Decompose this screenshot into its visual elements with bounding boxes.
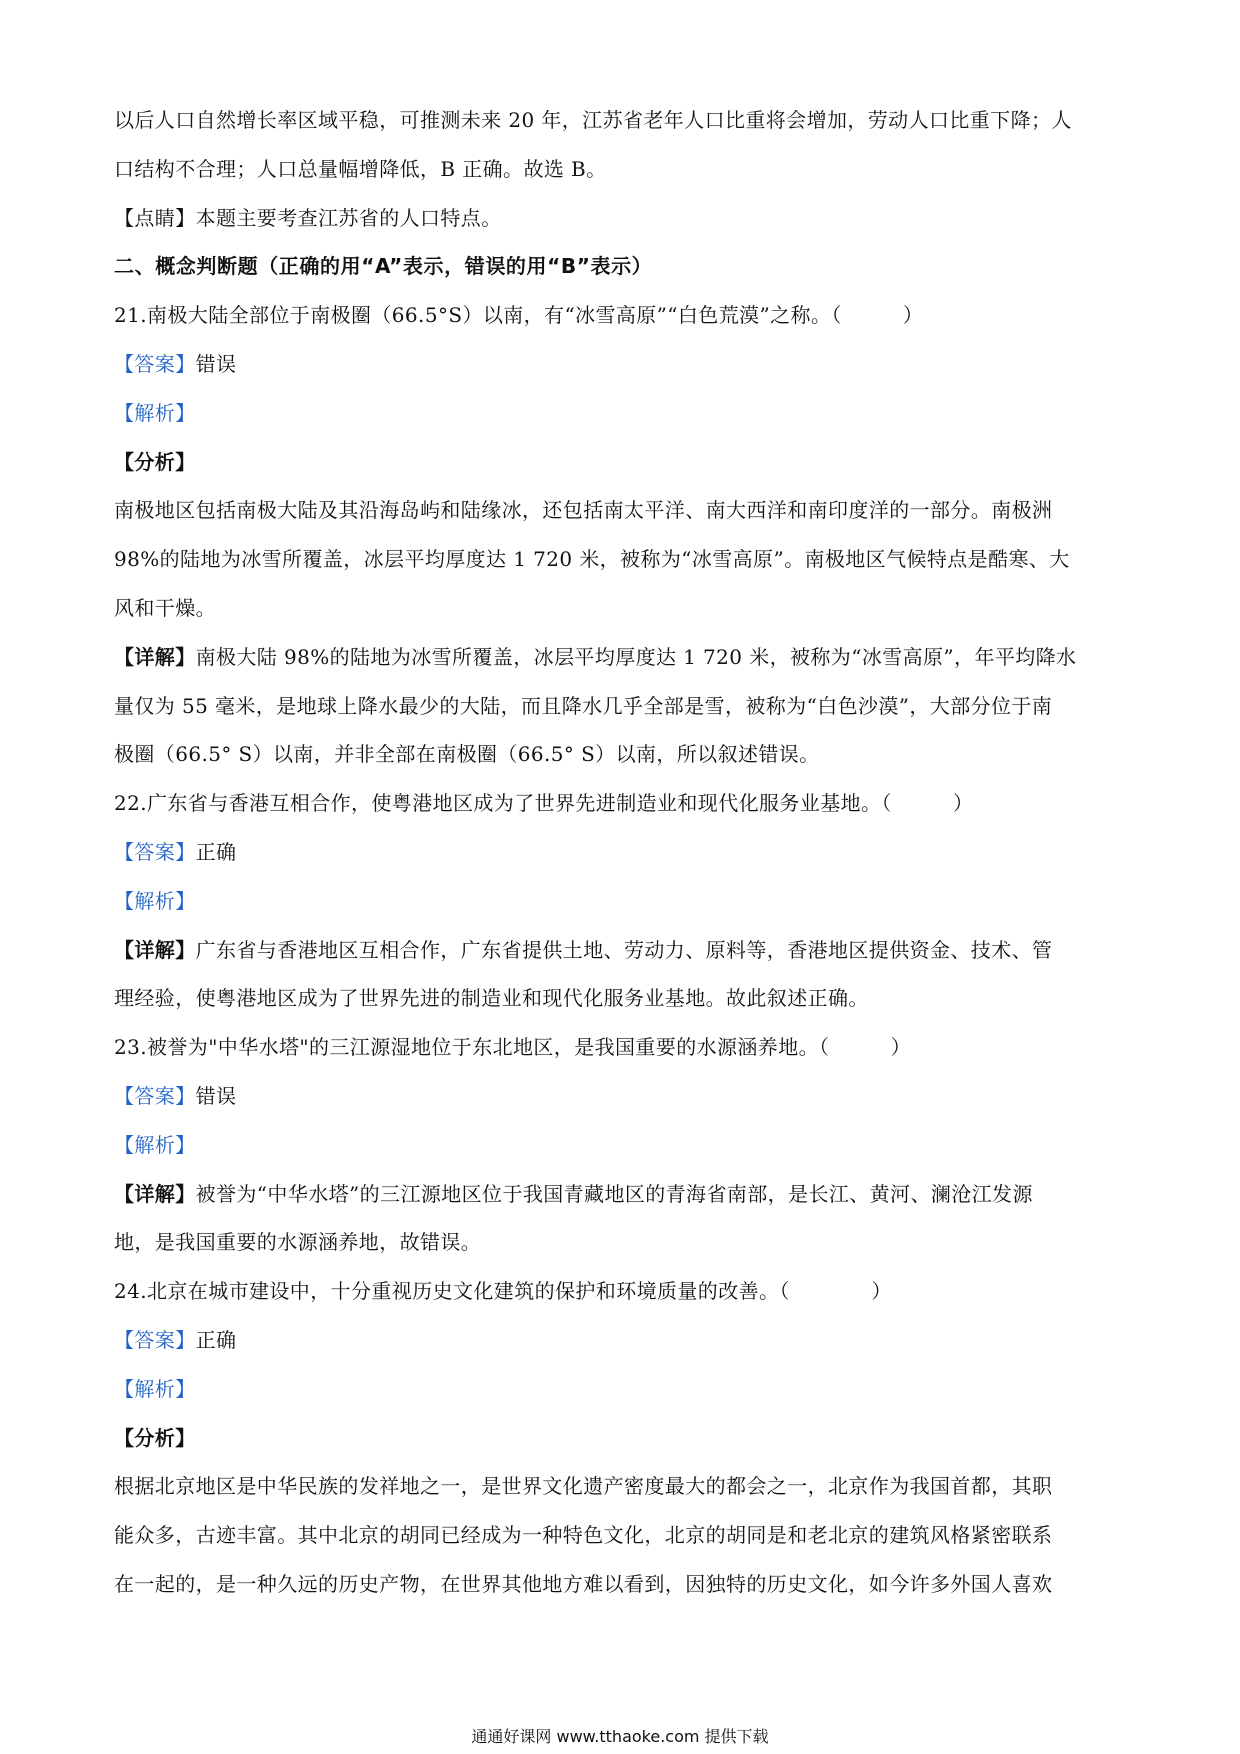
text-line: 量仅为 55 毫米，是地球上降水最少的大陆，而且降水几乎全部是雪，被称为“白色沙漠”，大部分位于南 — [114, 693, 1053, 718]
dianjing-tag: 【点睛】 — [114, 205, 196, 230]
answer-value: 错误 — [195, 351, 237, 376]
answer-24 — [114, 1316, 1132, 1365]
xiangjie-tag: 【详解】 — [114, 1181, 196, 1206]
xiangjie-tag: 【详解】 — [114, 937, 196, 962]
xiangjie-text: 被誉为“中华水塔”的三江源地区位于我国青藏地区的青海省南部，是长江、黄河、澜沧江发源 — [195, 1181, 1033, 1206]
text-line: 在一起的，是一种久远的历史产物，在世界其他地方难以看到，因独特的历史文化，如今许多外国人喜欢 — [114, 1571, 1053, 1596]
question-21: 21.南极大陆全部位于南极圈（66.5°S）以南，有“冰雪高原”“白色荒漠”之称。（ ） — [114, 303, 924, 328]
text-line: 南极地区包括南极大陆及其沿海岛屿和陆缘冰，还包括南太平洋、南大西洋和南印度洋的一部分。南极洲 — [114, 498, 1053, 523]
text-line: 理经验，使粤港地区成为了世界先进的制造业和现代化服务业基地。故此叙述正确。 — [114, 986, 869, 1011]
question-23: 23.被誉为"中华水塔"的三江源湿地位于东北地区，是我国重要的水源涵养地。（ ） — [114, 1035, 912, 1060]
section-title: 二、概念判断题（正确的用“A”表示，错误的用“B”表示） — [114, 254, 653, 279]
answer-value: 错误 — [195, 1083, 237, 1108]
answer-tag: 【答案】 — [114, 1327, 196, 1352]
text-line: 口结构不合理；人口总量幅增降低，B 正确。故选 B。 — [114, 156, 607, 181]
jiexi-tag: 【解析】 — [114, 1376, 196, 1401]
question-22: 22.广东省与香港互相合作，使粤港地区成为了世界先进制造业和现代化服务业基地。（ ） — [114, 791, 974, 816]
page-content — [114, 96, 1132, 1609]
question-24: 24.北京在城市建设中，十分重视历史文化建筑的保护和环境质量的改善。（ ） — [114, 1279, 892, 1304]
answer-tag: 【答案】 — [114, 1083, 196, 1108]
xiangjie-line — [114, 633, 1132, 682]
text-line: 地，是我国重要的水源涵养地，故错误。 — [114, 1230, 482, 1255]
answer-tag: 【答案】 — [114, 839, 196, 864]
answer-23 — [114, 1072, 1132, 1121]
jiexi-tag: 【解析】 — [114, 400, 196, 425]
jiexi-tag: 【解析】 — [114, 1132, 196, 1157]
answer-22 — [114, 828, 1132, 877]
xiangjie-text: 广东省与香港地区互相合作，广东省提供土地、劳动力、原料等，香港地区提供资金、技术、管 — [195, 937, 1053, 962]
xiangjie-line — [114, 1170, 1132, 1219]
text-line: 98%的陆地为冰雪所覆盖，冰层平均厚度达 1 720 米，被称为“冰雪高原”。南极地区气候特点是酷寒、大 — [114, 547, 1070, 572]
xiangjie-text: 南极大陆 98%的陆地为冰雪所覆盖，冰层平均厚度达 1 720 米，被称为“冰雪高原”，年平均降水 — [195, 644, 1077, 669]
fenxi-tag: 【分析】 — [114, 449, 196, 474]
dianjing-line — [114, 194, 1132, 243]
answer-value: 正确 — [195, 839, 237, 864]
text-line: 以后人口自然增长率区域平稳，可推测未来 20 年，江苏省老年人口比重将会增加，劳动人口比重下降；人 — [114, 108, 1072, 132]
answer-21 — [114, 340, 1132, 389]
xiangjie-line — [114, 926, 1132, 975]
answer-tag: 【答案】 — [114, 351, 196, 376]
text-line: 根据北京地区是中华民族的发祥地之一，是世界文化遗产密度最大的都会之一，北京作为我国首都，其职 — [114, 1474, 1053, 1499]
jiexi-tag: 【解析】 — [114, 888, 196, 913]
text-line: 风和干燥。 — [114, 595, 216, 620]
answer-value: 正确 — [195, 1327, 237, 1352]
text-line: 极圈（66.5° S）以南，并非全部在南极圈（66.5° S）以南，所以叙述错误。 — [114, 742, 820, 767]
text-line: 能众多，古迹丰富。其中北京的胡同已经成为一种特色文化，北京的胡同是和老北京的建筑风格紧密联系 — [114, 1523, 1053, 1548]
xiangjie-tag: 【详解】 — [114, 644, 196, 669]
dianjing-text: 本题主要考查江苏省的人口特点。 — [195, 205, 502, 230]
page-footer: 通通好课网 www.tthaoke.com 提供下载 — [471, 1727, 769, 1746]
fenxi-tag: 【分析】 — [114, 1425, 196, 1450]
